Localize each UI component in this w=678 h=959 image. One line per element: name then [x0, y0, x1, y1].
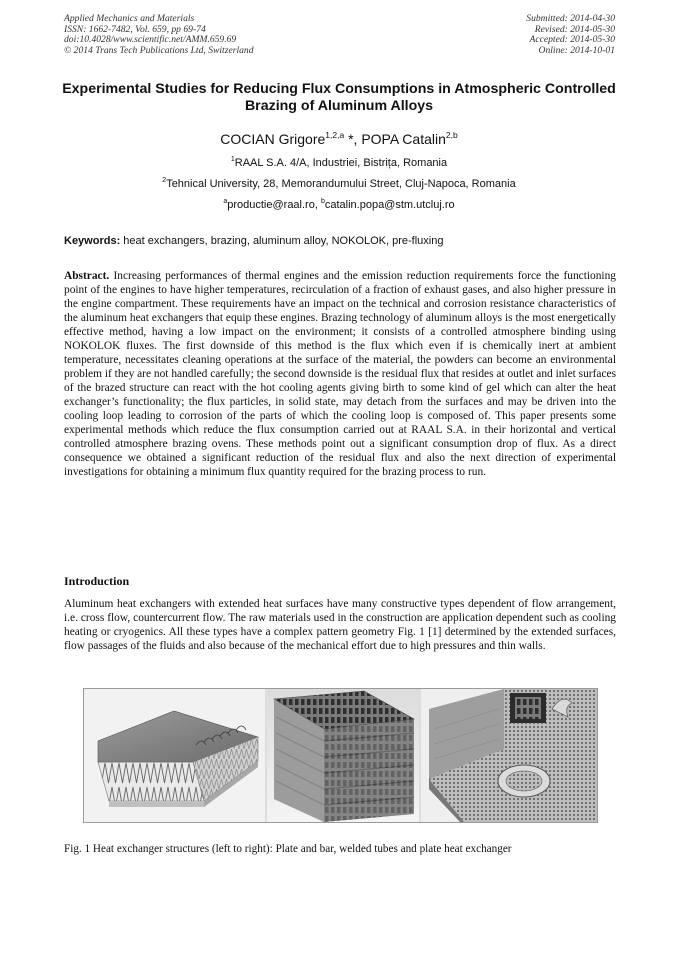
affiliation-marker: 1 [230, 156, 235, 163]
affiliation-1 [40, 157, 638, 170]
author-superscript: 2,b [445, 130, 458, 140]
author-name: COCIAN Grigore [220, 131, 326, 147]
affiliation-text: Tehnical University, 28, Memorandumului Street, Cluj-Napoca, Romania [166, 178, 516, 190]
paper-title: Experimental Studies for Reducing Flux Consumptions in Atmospheric Controlled Brazing of Aluminum Alloys [62, 81, 616, 114]
author-line [40, 131, 638, 148]
section-heading: Introduction [64, 574, 130, 588]
affiliation-2 [40, 178, 638, 191]
submission-dates [526, 14, 615, 56]
submitted-date: Submitted: 2014-04-30 [526, 13, 615, 24]
introduction-paragraph: Aluminum heat exchangers with extended heat surfaces have many constructive types dependent of flow arrangement, i.e. cross flow, countercurrent flow. The raw materials used in the construction are application dependent such as cooling heating or cryogenics. All these types have a complex pattern geometry Fig. 1 [1] determined by the extended surfaces, flow passages of the fluids and also because of the mechanical effort due to high pressures and thin walls. [64, 598, 616, 652]
keywords [64, 234, 616, 248]
abstract [64, 269, 616, 479]
journal-name: Applied Mechanics and Materials [64, 13, 195, 24]
author-separator: *, [344, 131, 362, 147]
accepted-date: Accepted: 2014-05-30 [529, 34, 615, 46]
plate-and-bar-image [84, 689, 265, 822]
email-marker: a [223, 198, 228, 205]
keywords-label: Keywords: [64, 235, 121, 247]
abstract-text: Increasing performances of thermal engines and the emission reduction requirements force the functioning point of the engines to have higher temperatures, recirculation of a fraction of exhaust gases, and also higher pressure in the engine compartment. These requirements have an impact on the technical and corrosion resistance characteristics of the aluminum heat exchangers that equip these engines. Brazing technology of aluminum alloys is the most energetically effective method, having a low impact on the environment; it consists of a controlled atmosphere binding using NOKOLOK fluxes. The first downside of this method is the flux which even if is chemically inert at ambient temperature, necessitates cleaning operations at the surface of the material, the powders can become an environmental problem if they are not handled carefully; the second downside is the residual flux that resides at outlet and inlet surfaces of the brazed structure can react with the hot cooling agents giving birth to some kind of gel which can alter the heat exchanger’s functionality; the flux particles, in solid state, may detach from the surfaces and may be driven into the cooling loop leading to corrosion of the parts of which the cooling loop is composed of. This paper presents some experimental methods which reduce the flux consumption carried out at RAAL S.A. in their horizontal and vertical controlled atmosphere brazing ovens. These methods point out a significant consumption drop of flux. As a direct consequence we obtained a significant reduction of the residual flux and also the next direction of experimental investigations for obtaining a minimum flux quantity required for the brazing process to run. [64, 270, 616, 478]
author-name: POPA Catalin [361, 131, 446, 147]
author-emails [40, 199, 638, 212]
email-text: catalin.popa@stm.utcluj.ro [324, 199, 455, 211]
figure-caption: Fig. 1 Heat exchanger structures (left to right): Plate and bar, welded tubes and plate heat exchanger [64, 843, 512, 855]
abstract-label: Abstract. [64, 270, 110, 282]
affiliation-marker: 2 [162, 177, 167, 184]
figure-heat-exchangers [83, 688, 598, 823]
online-date: Online: 2014-10-01 [538, 44, 615, 56]
journal-copyright: © 2014 Trans Tech Publications Ltd, Switzerland [64, 44, 254, 56]
welded-tubes-image [267, 689, 419, 822]
email-text: productie@raal.ro, [227, 199, 321, 211]
keywords-text: heat exchangers, brazing, aluminum alloy, NOKOLOK, pre-fluxing [120, 235, 444, 247]
journal-issn: ISSN: 1662-7482, Vol. 659, pp 69-74 [64, 23, 206, 35]
email-marker: b [320, 198, 325, 205]
journal-doi: doi:10.4028/www.scientific.net/AMM.659.69 [64, 34, 237, 46]
affiliation-text: RAAL S.A. 4/A, Industriei, Bistrița, Romania [234, 157, 448, 169]
plate-heat-exchanger-image [421, 689, 597, 822]
journal-info [64, 14, 254, 56]
revised-date: Revised: 2014-05-30 [534, 23, 615, 35]
author-superscript: 1,2,a [325, 130, 345, 140]
